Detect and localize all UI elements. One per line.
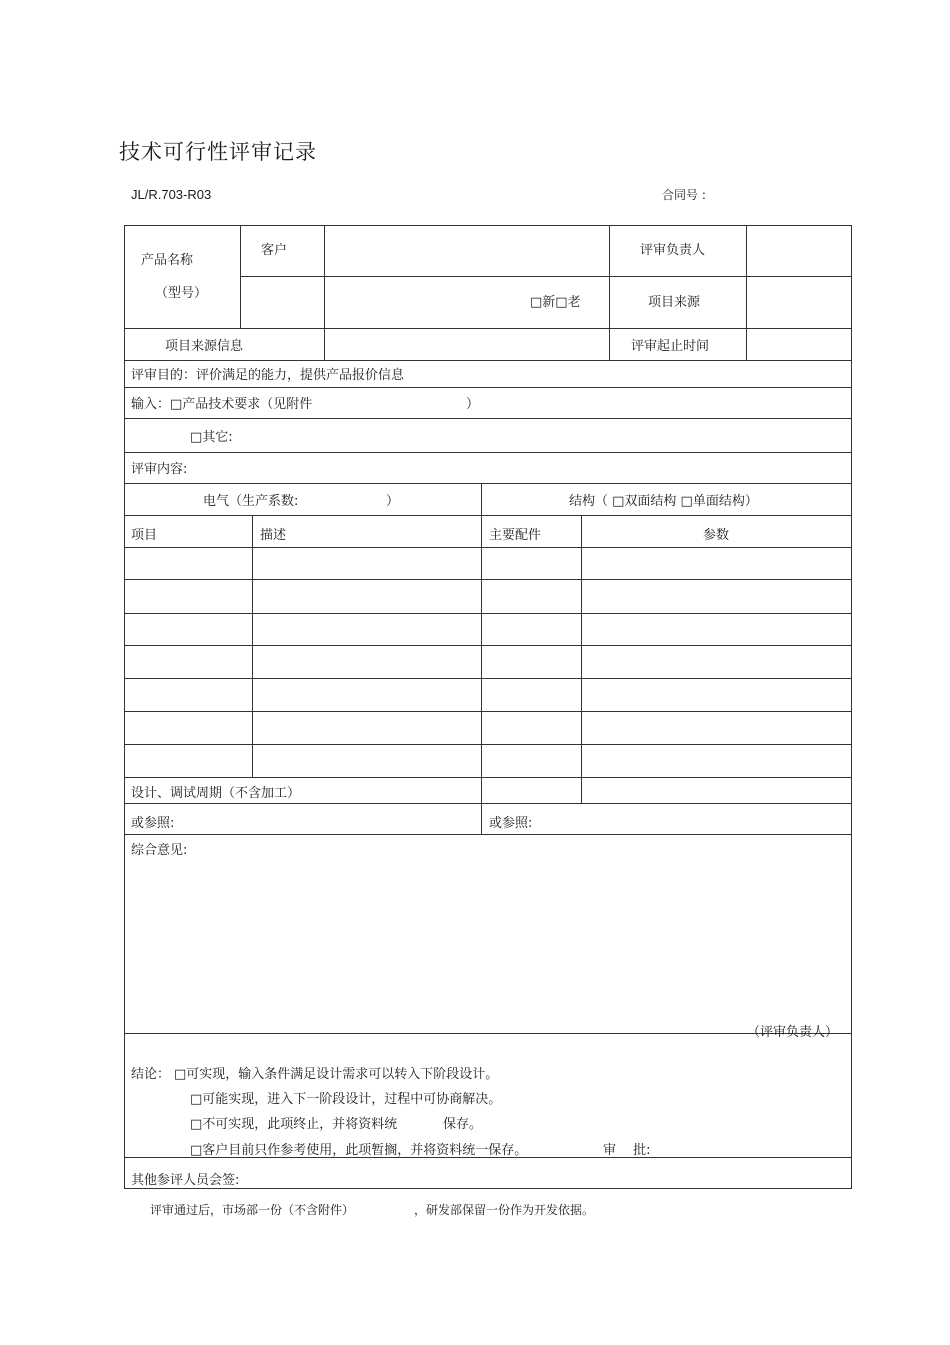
electrical-reference-label: 或参照: xyxy=(131,816,175,831)
row-divider xyxy=(124,452,852,453)
row-divider xyxy=(124,834,852,835)
row-divider xyxy=(124,515,852,516)
review-lead-label: 评审负责人 xyxy=(640,243,706,258)
conclusion-option-infeasible[interactable]: □不可实现，此项终止，并将资料统 xyxy=(190,1117,398,1132)
new-old-checkboxes[interactable]: □新□老 xyxy=(530,295,581,310)
row-divider xyxy=(124,777,852,778)
review-period-label: 评审起止时间 xyxy=(631,339,710,354)
review-purpose: 评审目的：评价满足的能力，提供产品报价信息 xyxy=(131,368,405,383)
column-divider xyxy=(240,225,241,328)
footer-note-part1: 评审通过后，市场部一份（不含附件） xyxy=(150,1203,355,1217)
project-source-info-label: 项目来源信息 xyxy=(165,339,244,354)
overall-opinion-label: 综合意见: xyxy=(131,843,188,858)
row-divider xyxy=(124,360,852,361)
conclusion-option-infeasible-save: 保存。 xyxy=(443,1117,483,1132)
row-divider xyxy=(124,418,852,419)
column-divider xyxy=(252,515,253,777)
structure-reference-label: 或参照: xyxy=(489,816,533,831)
conclusion-label: 结论： xyxy=(131,1067,171,1082)
other-reviewers-label: 其他参评人员会签: xyxy=(131,1173,240,1188)
conclusion-option-possible[interactable]: □可能实现，进入下一阶段设计，过程中可协商解决。 xyxy=(190,1092,502,1107)
column-header-parameters: 参数 xyxy=(703,528,730,543)
column-header-description: 描述 xyxy=(260,528,287,543)
column-header-main-parts: 主要配件 xyxy=(489,528,542,543)
product-name-label: 产品名称 xyxy=(141,253,194,268)
input-other-checkbox[interactable]: □其它: xyxy=(190,430,233,445)
row-divider xyxy=(124,328,852,329)
column-divider xyxy=(324,225,325,360)
project-source-label: 项目来源 xyxy=(648,295,701,310)
row-divider xyxy=(124,711,852,712)
conclusion-option-feasible[interactable]: □可实现，输入条件满足设计需求可以转入下阶段设计。 xyxy=(174,1067,499,1082)
conclusion-option-reference-only[interactable]: □客户目前只作参考使用，此项暂搁，并将资料统一保存。 xyxy=(190,1143,528,1158)
model-label: （型号） xyxy=(155,286,208,301)
contract-number-label: 合同号 : xyxy=(662,188,706,202)
input-close-paren: ） xyxy=(466,397,480,412)
customer-label: 客户 xyxy=(261,243,288,258)
row-divider xyxy=(124,678,852,679)
column-divider xyxy=(581,515,582,803)
design-cycle-label: 设计、调试周期（不含加工） xyxy=(131,786,301,801)
column-header-item: 项目 xyxy=(131,528,158,543)
row-divider xyxy=(124,547,852,548)
footer-note-part2: ，研发部保留一份作为开发依据。 xyxy=(414,1203,595,1217)
row-divider xyxy=(124,645,852,646)
row-divider xyxy=(124,613,852,614)
row-divider xyxy=(124,579,852,580)
review-content-label: 评审内容: xyxy=(131,462,188,477)
electrical-heading-close: ） xyxy=(386,494,400,509)
column-divider xyxy=(746,225,747,360)
row-divider xyxy=(124,483,852,484)
electrical-heading: 电气（生产系数: xyxy=(203,494,299,509)
row-divider xyxy=(240,276,852,277)
column-divider xyxy=(481,483,482,834)
approval-label: 审 批: xyxy=(603,1143,651,1158)
row-divider xyxy=(124,744,852,745)
input-product-spec-checkbox[interactable]: 输入：□产品技术要求（见附件 xyxy=(131,397,313,412)
row-divider xyxy=(124,1033,852,1034)
document-code: JL/R.703-R03 xyxy=(131,187,212,202)
column-divider xyxy=(609,225,610,360)
row-divider xyxy=(124,803,852,804)
page-title: 技术可行性评审记录 xyxy=(119,140,317,164)
footer-note xyxy=(150,1201,594,1218)
structure-heading[interactable]: 结构（ □双面结构 □单面结构） xyxy=(569,494,758,509)
row-divider xyxy=(124,387,852,388)
opinion-signer-label: （评审负责人） xyxy=(747,1025,839,1040)
